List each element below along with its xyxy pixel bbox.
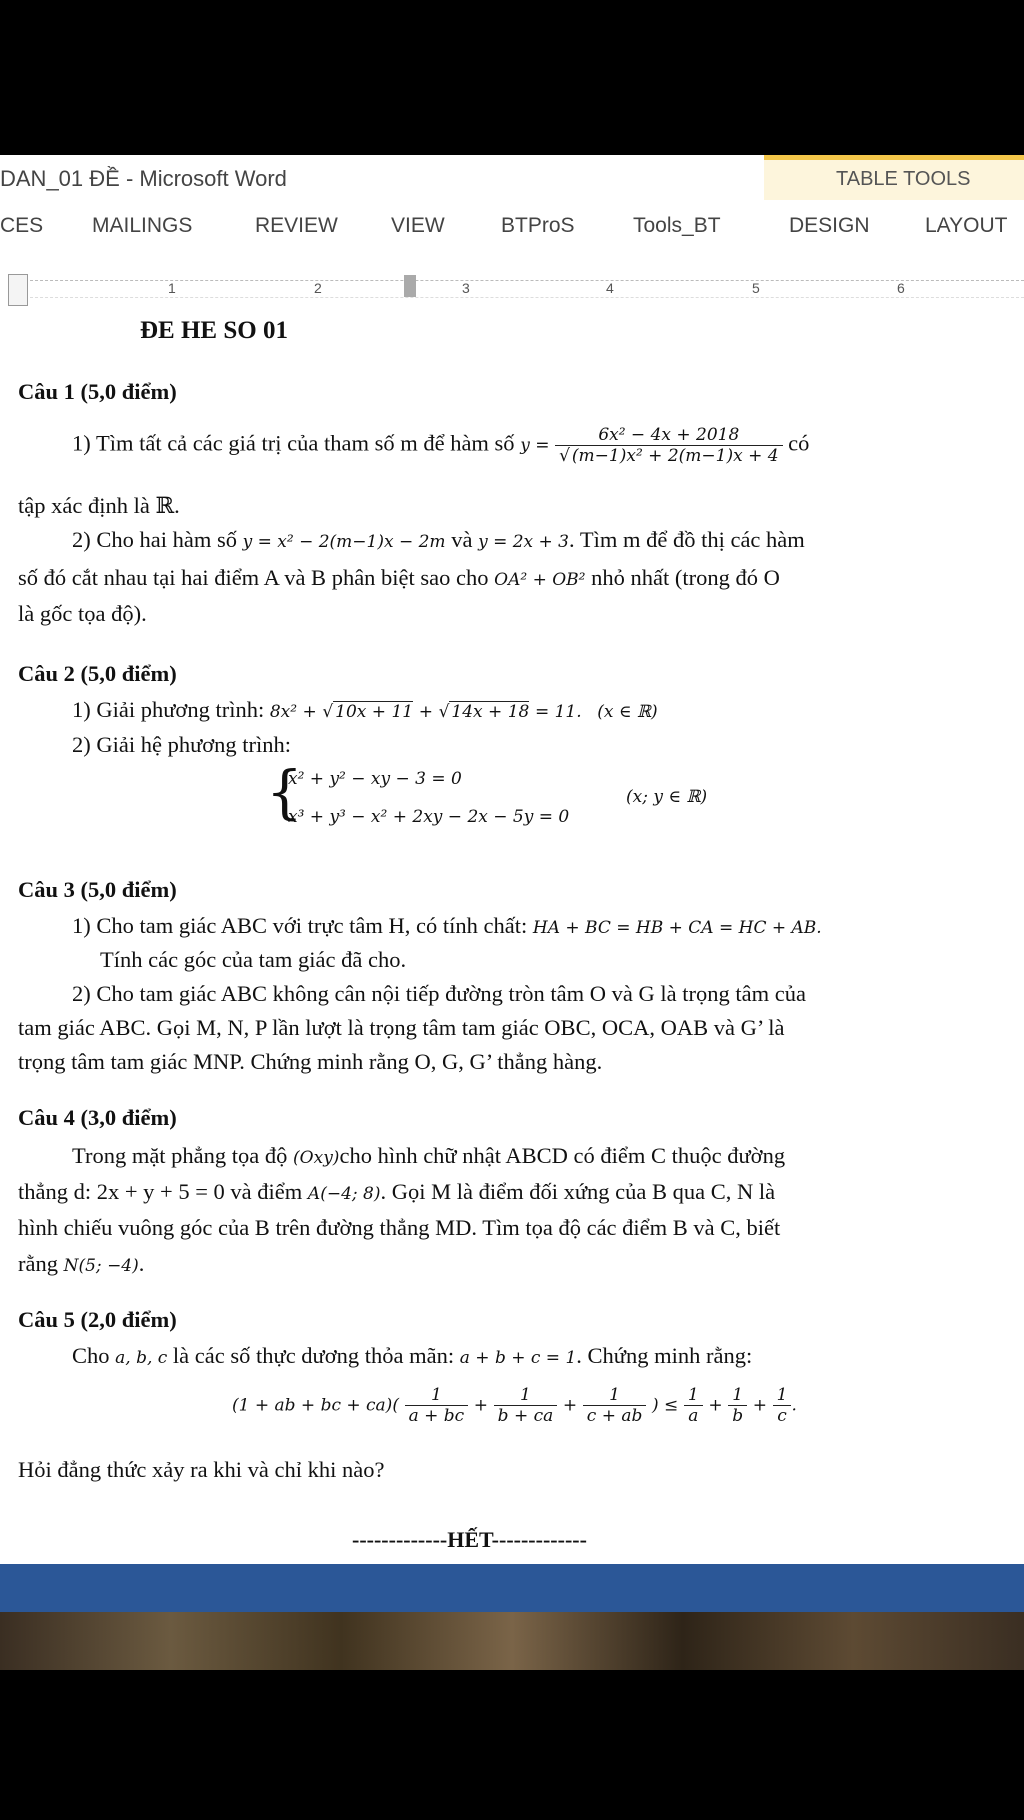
tab-btpros[interactable]: BTProS — [501, 214, 575, 237]
doc-title: ĐE HE SO 01 — [140, 317, 288, 344]
tab-mailings[interactable]: MAILINGS — [92, 214, 193, 237]
table-tools-label: TABLE TOOLS — [836, 168, 971, 190]
ruler-number: 1 — [168, 280, 176, 296]
q5-line1: Cho a, b, c là các số thực dương thỏa mãn: a + b + c = 1. Chứng minh rằng: — [72, 1343, 753, 1368]
q4-line3: hình chiếu vuông góc của B trên đường thẳng MD. Tìm tọa độ các điểm B và C, biết — [18, 1215, 781, 1240]
q4-line2: thẳng d: 2x + y + 5 = 0 và điểm A(−4; 8). Gọi M là điểm đối xứng của B qua C, N là — [18, 1179, 776, 1204]
q1-item1-cont: tập xác định là ℝ. — [18, 493, 180, 518]
window-title: DAN_01 ĐỀ - Microsoft Word — [0, 166, 287, 191]
ruler-number: 5 — [752, 280, 760, 296]
ruler-number: 3 — [462, 280, 470, 296]
q2-heading: Câu 2 (5,0 điểm) — [18, 661, 177, 686]
ruler-number: 2 — [314, 280, 322, 296]
taskbar-blue-strip — [0, 1564, 1024, 1612]
q2-item2-text: 2) Giải hệ phương trình: — [72, 732, 292, 757]
q3-item2-text: 2) Cho tam giác ABC không cân nội tiếp đường tròn tâm O và G là trọng tâm của — [72, 981, 806, 1006]
ruler-number: 6 — [897, 280, 905, 296]
q3-item2-cont: tam giác ABC. Gọi M, N, P lần lượt là trọng tâm tam giác OBC, OCA, OAB và G’ là — [18, 1015, 785, 1040]
tab-view[interactable]: VIEW — [391, 214, 445, 237]
ruler-number: 4 — [606, 280, 614, 296]
tab-references[interactable]: CES — [0, 214, 44, 237]
q5-heading: Câu 5 (2,0 điểm) — [18, 1307, 177, 1332]
q4-line1: Trong mặt phẳng tọa độ (Oxy)cho hình chữ nhật ABCD có điểm C thuộc đường — [72, 1143, 786, 1168]
q1-heading: Câu 1 (5,0 điểm) — [18, 379, 177, 404]
q5-inequality: (1 + ab + bc + ca)( $\frac{1}{a + bc}$ + $\frac{1}{b + ca}$ + $\frac{1}{c + ab}$ ) ≤ $\frac{1}{a}$ + $\frac{1}{b}$ + $\frac{1}{c}$ . — [232, 1385, 797, 1426]
column-marker-icon[interactable] — [404, 275, 416, 297]
end-marker: -------------HẾT------------- — [352, 1527, 587, 1552]
q3-item1-text: 1) Cho tam giác ABC với trực tâm H, có tính chất: HA + BC = HB + CA = HC + AB. — [72, 913, 822, 938]
q3-heading: Câu 3 (5,0 điểm) — [18, 877, 177, 902]
q1-item2-end: là gốc tọa độ). — [18, 601, 147, 626]
tab-layout[interactable]: LAYOUT — [925, 214, 1008, 237]
q1-item2-cont: số đó cắt nhau tại hai điểm A và B phân biệt sao cho OA² + OB² nhỏ nhất (trong đó O — [18, 565, 780, 590]
tab-selector-icon[interactable] — [8, 274, 28, 306]
q3-item1-cont: Tính các góc của tam giác đã cho. — [100, 947, 407, 972]
desktop-background — [0, 1612, 1024, 1670]
q1-item2-text: 2) Cho hai hàm số y = x² − 2(m−1)x − 2m và y = 2x + 3. Tìm m để đồ thị các hàm — [72, 527, 805, 552]
tab-review[interactable]: REVIEW — [255, 214, 338, 237]
q4-line4: rằng N(5; −4). — [18, 1251, 145, 1276]
q1-item1-text: 1) Tìm tất cả các giá trị của tham số m để hàm số y = $\frac{\text{6x² − 4x + 2018}}{\text{√ (m−1)x² + 2(m−1)x + 4}}$ có — [72, 425, 810, 466]
q2-item1-text: 1) Giải phương trình: 8x² + √ 10x + 11 + √ 14x + 18 = 11. (x ∈ ℝ) — [72, 697, 658, 722]
q3-item2-end: trọng tâm tam giác MNP. Chứng minh rằng O, G, G’ thẳng hàng. — [18, 1049, 603, 1074]
tab-tools-bt[interactable]: Tools_BT — [633, 214, 721, 237]
q5-line2: Hỏi đẳng thức xảy ra khi và chỉ khi nào? — [18, 1457, 385, 1482]
q4-heading: Câu 4 (3,0 điểm) — [18, 1105, 177, 1130]
tab-design[interactable]: DESIGN — [789, 214, 870, 237]
